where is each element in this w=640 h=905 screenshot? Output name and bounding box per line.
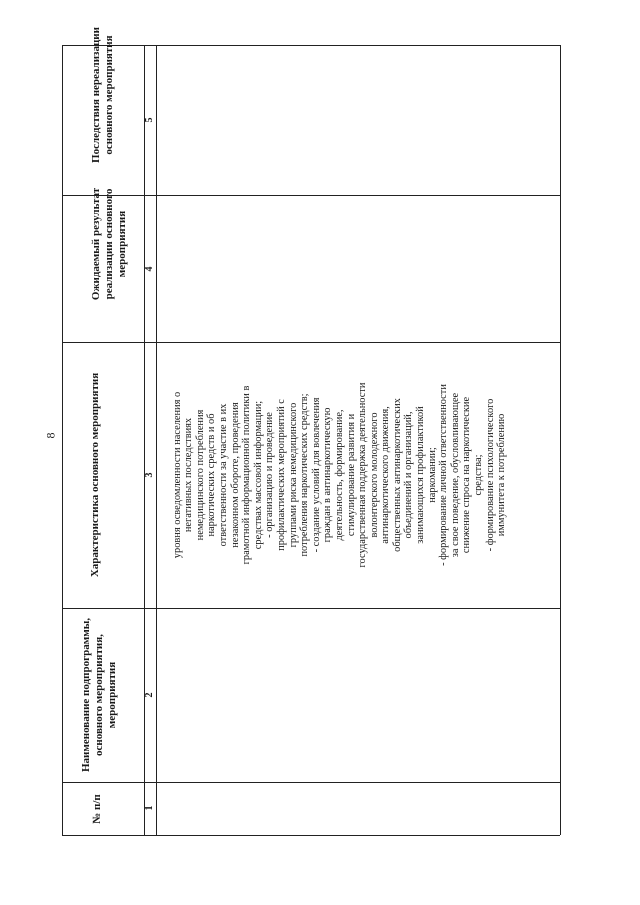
header-col-5: Последствия нереализации основного мероприятия	[90, 27, 115, 163]
column-number-2: 2	[144, 692, 155, 698]
header-col-4: Ожидаемый результат реализации основного мероприятия	[90, 187, 128, 301]
cell-consequences	[156, 45, 560, 195]
header-col-2: Наименование подпрограммы, основного мероприятия, мероприятия	[80, 617, 118, 773]
page-number: 8	[43, 432, 58, 439]
cell-expected-result	[156, 195, 560, 342]
header-col-1: № п/п	[91, 794, 103, 824]
column-number-4: 4	[144, 266, 155, 272]
cell-name	[156, 608, 560, 782]
measures-table	[62, 27, 560, 835]
column-number-5: 5	[144, 117, 155, 123]
table-border-right	[560, 45, 561, 835]
column-number-1: 1	[144, 805, 155, 811]
cell-characteristic: уровня осведомленности населения о негативных последствиях немедицинского потребления наркотических средств и об ответственности за участие в их незаконном обороте, проведения грамотной информационной политики в средствах массовой информации; - организацию и проведение профилактических мероприятий с группами риска немедицинского потребления наркотических средств; - создание условий для вовлечения граждан в антинаркотическую деятельность, формирование, стимулирование развития и государственная поддержка деятельности волонтерского молодежного антинаркотического движения, общественных антинаркотических объединений и организаций, занимающихся профилактикой наркомании; - формирование личной ответственности за свое поведение, обусловливающее снижение спроса на наркотические средства; - формирование психологического иммунитета к потреблению	[171, 382, 508, 568]
table-border-bottom	[62, 835, 560, 836]
header-col-3: Характеристика основного мероприятия	[89, 372, 101, 578]
column-number-3: 3	[144, 472, 155, 478]
cell-number	[156, 782, 560, 835]
